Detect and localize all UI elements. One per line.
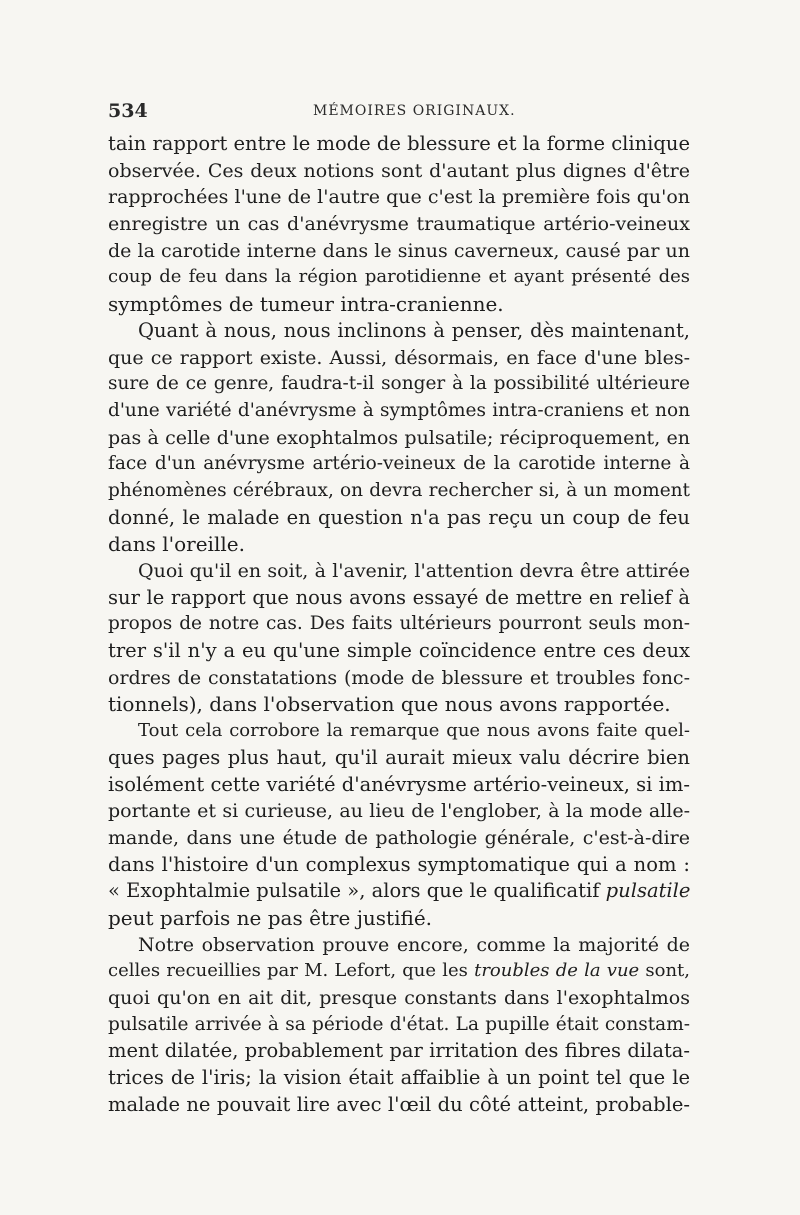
text-line: phénomènes cérébraux, on devra rechercher si, à un moment (108, 479, 690, 501)
text-line: sur le rapport que nous avons essayé de mettre en relief à (108, 585, 690, 609)
text-line: symptômes de tumeur intra-cranienne. (108, 292, 504, 317)
text-line: enregistre un cas d'anévrysme traumatique artério-veineux (108, 213, 690, 236)
text-line: Quant à nous, nous inclinons à penser, dès maintenant, (138, 318, 690, 342)
text-line: rapprochées l'une de l'autre que c'est la première fois qu'on (108, 186, 690, 209)
text-line: mande, dans une étude de pathologie générale, c'est-à-dire (108, 826, 690, 849)
text-segment: celles recueillies par M. Lefort, que les (108, 960, 475, 982)
text-line: tain rapport entre le mode de blessure et la forme clinique (108, 132, 690, 155)
text-line: dans l'oreille. (108, 532, 245, 557)
text-line: tionnels), dans l'observation que nous avons rapportée. (108, 692, 671, 717)
text-line: sure de ce genre, faudra-t-il songer à la possibilité ultérieure (108, 373, 690, 395)
text-line: trer s'il n'y a eu qu'une simple coïncidence entre ces deux (108, 639, 690, 663)
text-line: dans l'histoire d'un complexus symptomatique qui a nom : (108, 852, 690, 876)
text-line: portante et si curieuse, au lieu de l'englober, à la mode alle- (108, 800, 690, 823)
text-line: pulsatile arrivée à sa période d'état. La pupille était constam- (108, 1013, 690, 1035)
body-text (108, 131, 690, 1118)
text-line: que ce rapport existe. Aussi, désormais, en face d'une bles- (108, 346, 690, 369)
text-line: Notre observation prouve encore, comme la majorité de (138, 933, 690, 956)
text-line: propos de notre cas. Des faits ultérieurs pourront seuls mon- (108, 613, 690, 635)
text-line: pas à celle d'une exophtalmos pulsatile; réciproquement, en (108, 426, 690, 449)
text-line: peut parfois ne pas être justifié. (108, 905, 433, 930)
text-line: de la carotide interne dans le sinus caverneux, causé par un (108, 239, 690, 262)
italic-term: troubles de la vue (474, 960, 640, 982)
page-number: 534 (108, 100, 148, 122)
text-segment: sont, (639, 960, 691, 982)
text-line (108, 958, 690, 985)
text-line: malade ne pouvait lire avec l'œil du côté atteint, probable- (108, 1092, 690, 1116)
text-line: d'une variété d'anévrysme à symptômes intra-craniens et non (108, 399, 690, 421)
text-line: Tout cela corrobore la remarque que nous avons faite quel- (138, 720, 690, 742)
text-line: ment dilatée, probablement par irritation des fibres dilata- (108, 1039, 690, 1063)
text-segment: « Exophtalmie pulsatile », alors que le qualificatif (108, 879, 606, 903)
text-line: coup de feu dans la région parotidienne et ayant présenté des (108, 266, 690, 288)
text-line: face d'un anévrysme artério-veineux de la carotide interne à (108, 453, 690, 475)
running-head: MÉMOIRES ORIGINAUX. (313, 103, 516, 119)
text-line: ordres de constatations (mode de blessure et troubles fonc- (108, 666, 690, 689)
text-line: Quoi qu'il en soit, à l'avenir, l'attention devra être attirée (138, 560, 690, 582)
text-line: observée. Ces deux notions sont d'autant plus dignes d'être (108, 159, 690, 182)
text-line: ques pages plus haut, qu'il aurait mieux valu décrire bien (108, 745, 690, 769)
text-line: trices de l'iris; la vision était affaiblie à un point tel que le (108, 1066, 690, 1090)
text-line (108, 878, 690, 905)
italic-term: pulsatile (605, 879, 691, 903)
page-header (108, 100, 688, 124)
text-line: isolément cette variété d'anévrysme artério-veineux, si im- (108, 772, 690, 796)
text-line: quoi qu'on en ait dit, presque constants dans l'exophtalmos (108, 987, 690, 1009)
text-line: donné, le malade en question n'a pas reçu un coup de feu (108, 505, 690, 529)
